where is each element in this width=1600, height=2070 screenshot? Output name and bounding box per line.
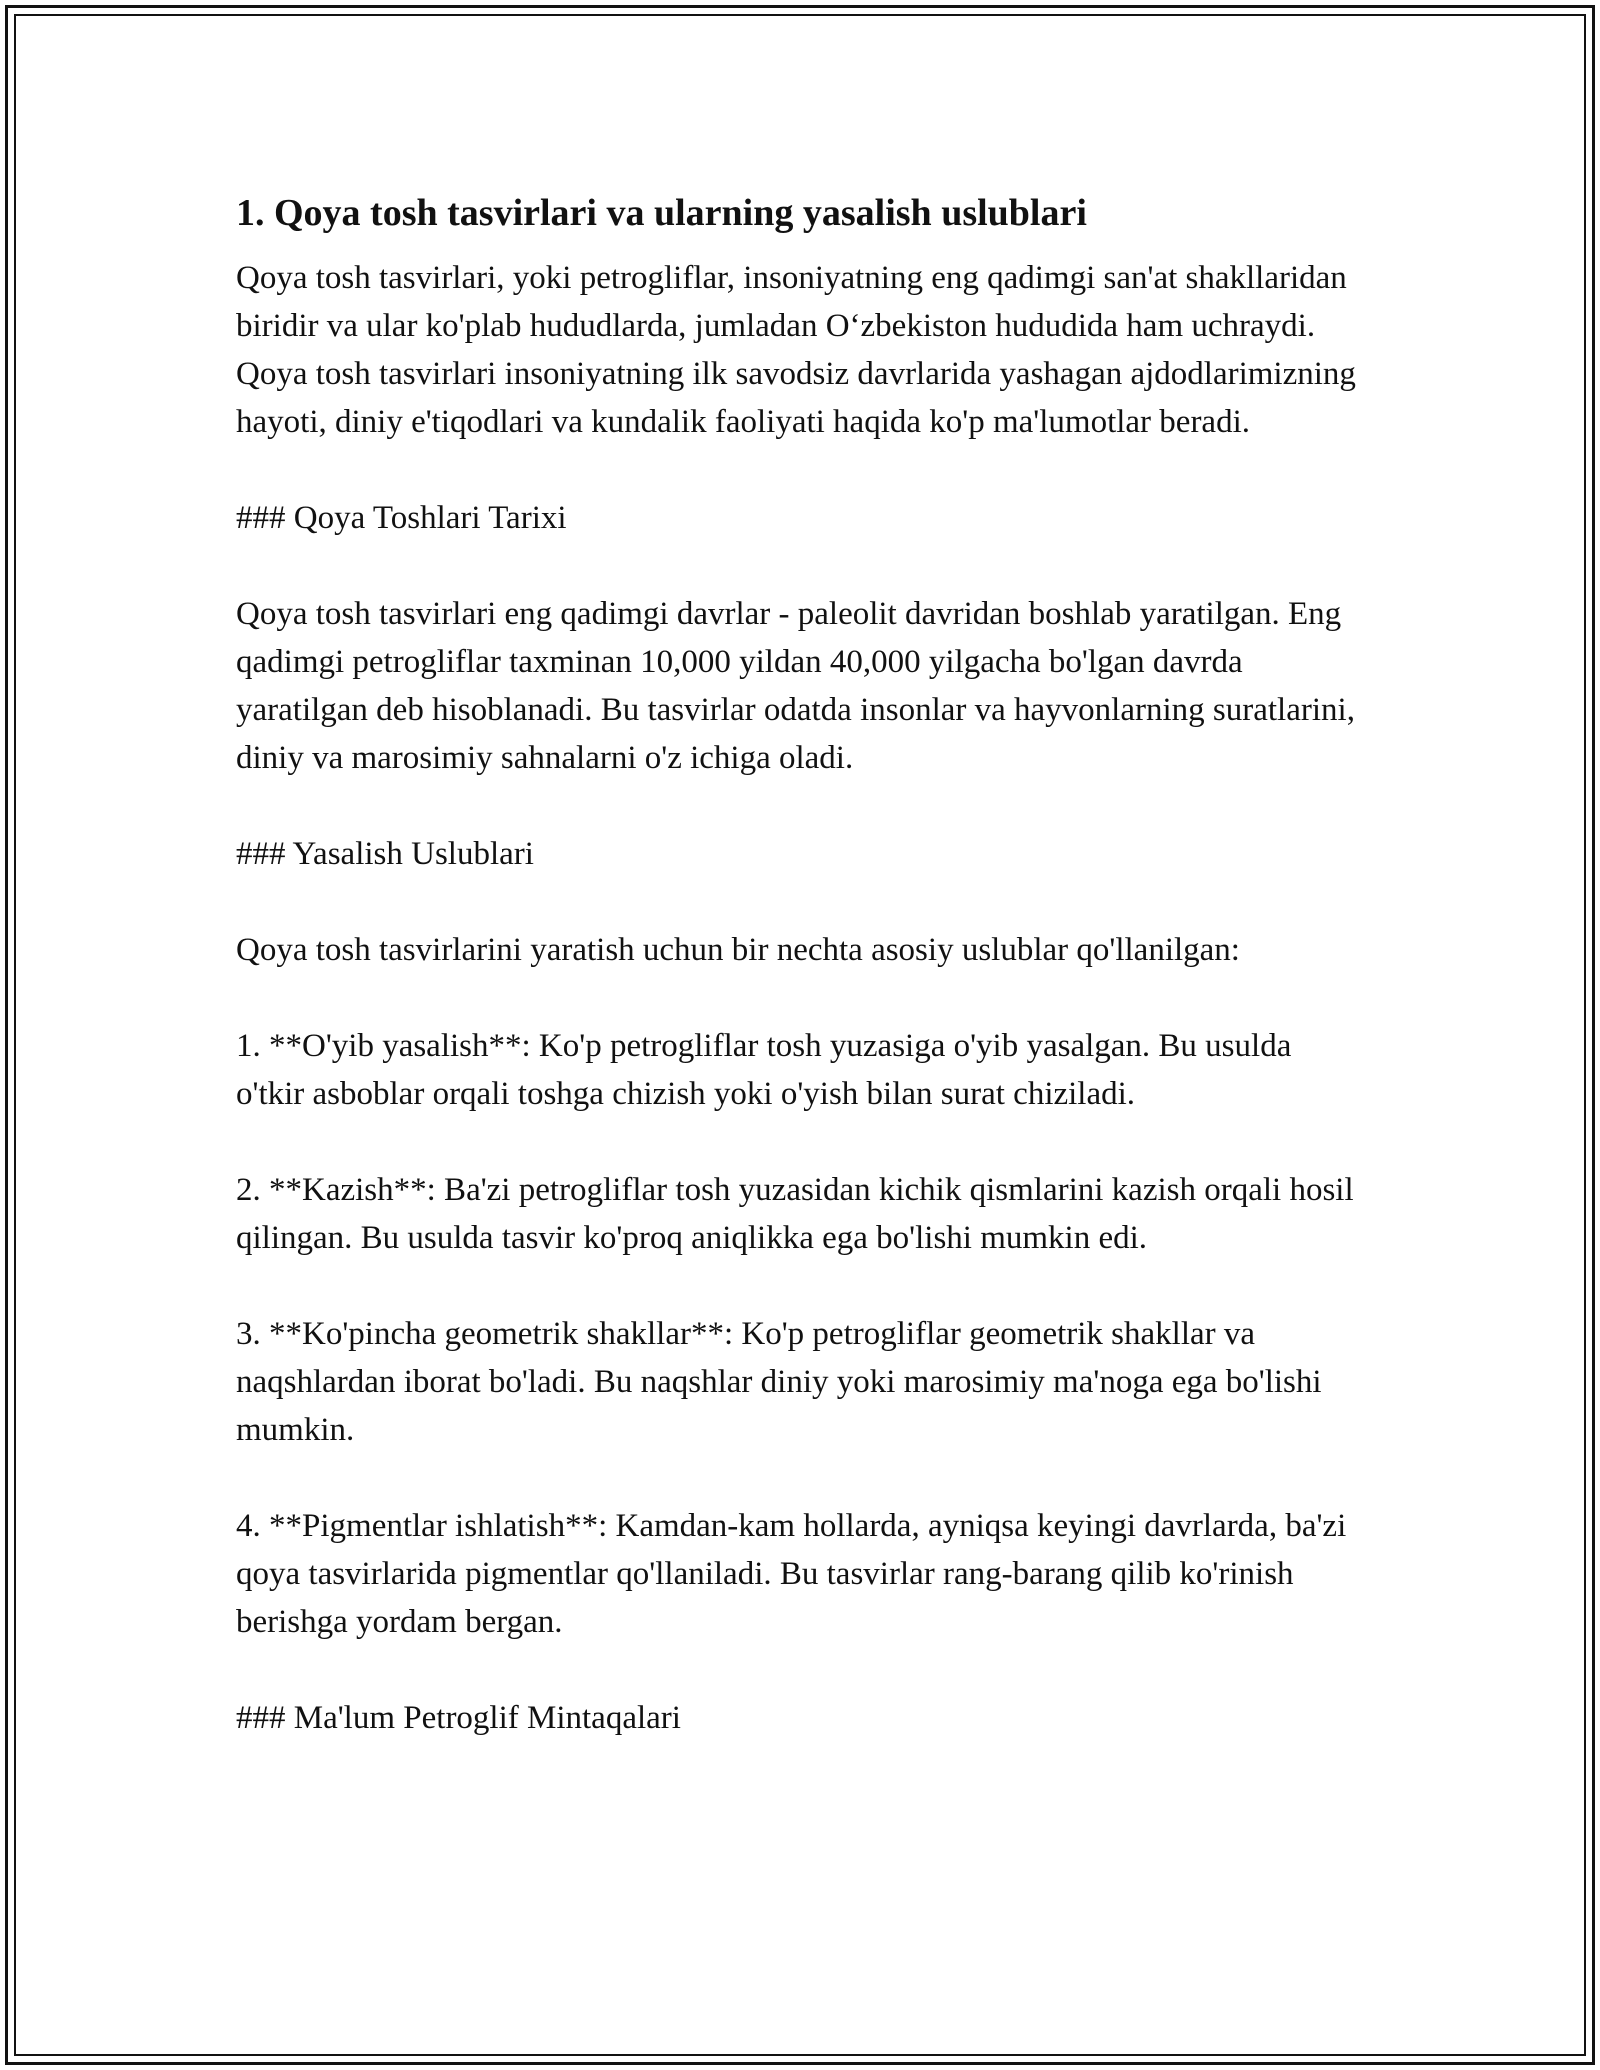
intro-paragraph: Qoya tosh tasvirlari, yoki petrogliflar, insoniyatning eng qadimgi san'at shakllaridan biridir va ular ko'plab hududlarda, jumladan O‘zbekiston hududida ham uchraydi. Qoya tosh tasvirlari insoniyatning ilk savodsiz davrlarida yashagan ajdodlarimizning hayoti, diniy e'tiqodlari va kundalik faoliyati haqida ko'p ma'lumotlar beradi. — [236, 260, 1356, 440]
history-paragraph: Qoya tosh tasvirlari eng qadimgi davrlar - paleolit davridan boshlab yaratilgan. Eng qadimgi petrogliflar taxminan 10,000 yildan 40,000 yilgacha bo'lgan davrda yaratilgan deb hisoblanadi. Bu tasvirlar odatda insonlar va hayvonlarning suratlarini, diniy va marosimiy sahnalarni o'z ichiga oladi. — [236, 596, 1355, 776]
section-heading-regions: ### Ma'lum Petroglif Mintaqalari — [236, 1700, 681, 1736]
method-item-carving: 1. **O'yib yasalish**: Ko'p petrogliflar tosh yuzasiga o'yib yasalgan. Bu usulda o'tkir asboblar orqali toshga chizish yoki o'yish bilan surat chiziladi. — [236, 1028, 1292, 1112]
method-item-excavation: 2. **Kazish**: Ba'zi petrogliflar tosh yuzasidan kichik qismlarini kazish orqali hosil qilingan. Bu usulda tasvir ko'proq aniqlikka ega bo'lishi mumkin edi. — [236, 1172, 1354, 1256]
document-body — [236, 186, 1366, 1790]
section-heading-methods: ### Yasalish Uslublari — [236, 836, 534, 872]
method-item-pigments: 4. **Pigmentlar ishlatish**: Kamdan-kam hollarda, ayniqsa keyingi davrlarda, ba'zi qoya tasvirlarida pigmentlar qo'llaniladi. Bu tasvirlar rang-barang qilib ko'rinish berishga yordam bergan. — [236, 1508, 1347, 1640]
method-item-geometric: 3. **Ko'pincha geometrik shakllar**: Ko'p petrogliflar geometrik shakllar va naqshlardan iborat bo'ladi. Bu naqshlar diniy yoki marosimiy ma'noga ega bo'lishi mumkin. — [236, 1316, 1322, 1448]
section-heading-history: ### Qoya Toshlari Tarixi — [236, 500, 567, 536]
document-title: 1. Qoya tosh tasvirlari va ularning yasalish uslublari — [236, 192, 1087, 234]
methods-intro-paragraph: Qoya tosh tasvirlarini yaratish uchun bir nechta asosiy uslublar qo'llanilgan: — [236, 932, 1240, 968]
